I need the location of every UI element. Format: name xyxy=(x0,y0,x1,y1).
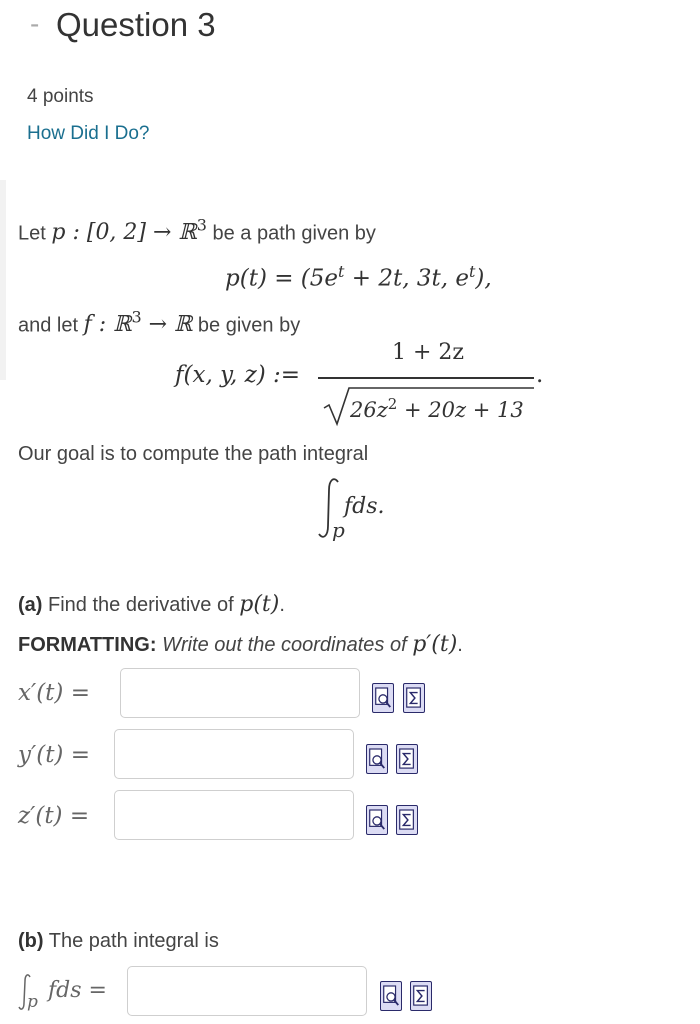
z-prime-input[interactable] xyxy=(114,790,354,840)
p-def-c: ), xyxy=(475,265,492,292)
part-b-label: (b) xyxy=(18,930,44,952)
problem-intro-line xyxy=(18,216,376,245)
z-prime-label: z′(t) = xyxy=(18,803,90,829)
preview-icon[interactable] xyxy=(366,744,388,774)
given-by-text: be given by xyxy=(197,314,301,337)
let-text: Let xyxy=(18,222,46,245)
formatting-text: Write out the coordinates of xyxy=(162,634,407,656)
equation-editor-icon[interactable] xyxy=(396,805,418,835)
fraction-bar xyxy=(318,377,534,379)
equation-editor-icon[interactable] xyxy=(403,683,425,713)
integral-subscript: p xyxy=(332,518,345,542)
collapse-toggle[interactable]: - xyxy=(30,8,40,39)
goal-text: Our goal is to compute the path integral xyxy=(18,443,369,465)
y-prime-label: y′(t) = xyxy=(18,742,90,768)
f-definition-lhs: f(x, y, z) := xyxy=(175,362,301,388)
f-sig-b: → ℝ xyxy=(141,312,193,338)
path-integral-input[interactable] xyxy=(127,966,367,1016)
den-exp: 2 xyxy=(387,395,398,413)
preview-icon[interactable] xyxy=(372,683,394,713)
p-def-a: p(t) = (5e xyxy=(225,265,339,292)
f-sig-exp: 3 xyxy=(131,308,142,327)
formatting-math: p′(t) xyxy=(412,632,458,657)
points-label: 4 points xyxy=(27,86,94,107)
path-definition xyxy=(225,262,492,292)
den-b: + 20z + 13 xyxy=(397,398,524,422)
p-signature-exp: 3 xyxy=(196,216,207,235)
part-a-period: . xyxy=(279,594,285,616)
f-signature xyxy=(83,308,193,338)
question-title: Question 3 xyxy=(56,6,216,43)
function-intro-line xyxy=(18,308,300,337)
left-edge-shade xyxy=(0,180,6,380)
equation-editor-icon[interactable] xyxy=(410,981,432,1011)
formatting-label: FORMATTING: xyxy=(18,634,157,656)
path-integral-subscript: p xyxy=(27,992,38,1012)
p-signature-text: p : [0, 2] → ℝ xyxy=(51,220,197,246)
preview-icon[interactable] xyxy=(366,805,388,835)
p-def-b: + 2t, 3t, e xyxy=(344,265,469,292)
path-integral-body: fds = xyxy=(48,978,107,1003)
path-integral-label xyxy=(18,972,118,1016)
part-a-label: (a) xyxy=(18,594,43,616)
part-b-prompt xyxy=(18,930,219,953)
fraction-period: . xyxy=(536,362,544,388)
x-prime-input[interactable] xyxy=(120,668,360,718)
fraction-numerator: 1 + 2z xyxy=(392,340,465,365)
preview-icon[interactable] xyxy=(380,981,402,1011)
path-integral-display xyxy=(318,474,418,544)
how-did-i-do-link[interactable]: How Did I Do? xyxy=(27,123,150,144)
fraction-denominator xyxy=(322,384,537,428)
p-def-exp2: t xyxy=(468,262,476,281)
y-prime-input[interactable] xyxy=(114,729,354,779)
equation-editor-icon[interactable] xyxy=(396,744,418,774)
formatting-hint xyxy=(18,632,463,657)
integral-body: fds. xyxy=(344,494,385,519)
p-def-exp1: t xyxy=(338,262,345,281)
part-a-prompt xyxy=(18,592,285,617)
part-b-text: The path integral is xyxy=(48,930,219,952)
and-let-text: and let xyxy=(18,314,79,337)
p-signature xyxy=(51,216,207,246)
den-a: 26z xyxy=(350,398,388,422)
part-a-text: Find the derivative of xyxy=(48,594,234,616)
path-text: be a path given by xyxy=(212,222,376,245)
denominator-expression xyxy=(350,395,524,422)
f-sig-a: f : ℝ xyxy=(83,312,132,338)
x-prime-label: x′(t) = xyxy=(18,680,90,706)
part-a-math: p(t) xyxy=(239,592,280,617)
formatting-period: . xyxy=(457,634,463,656)
